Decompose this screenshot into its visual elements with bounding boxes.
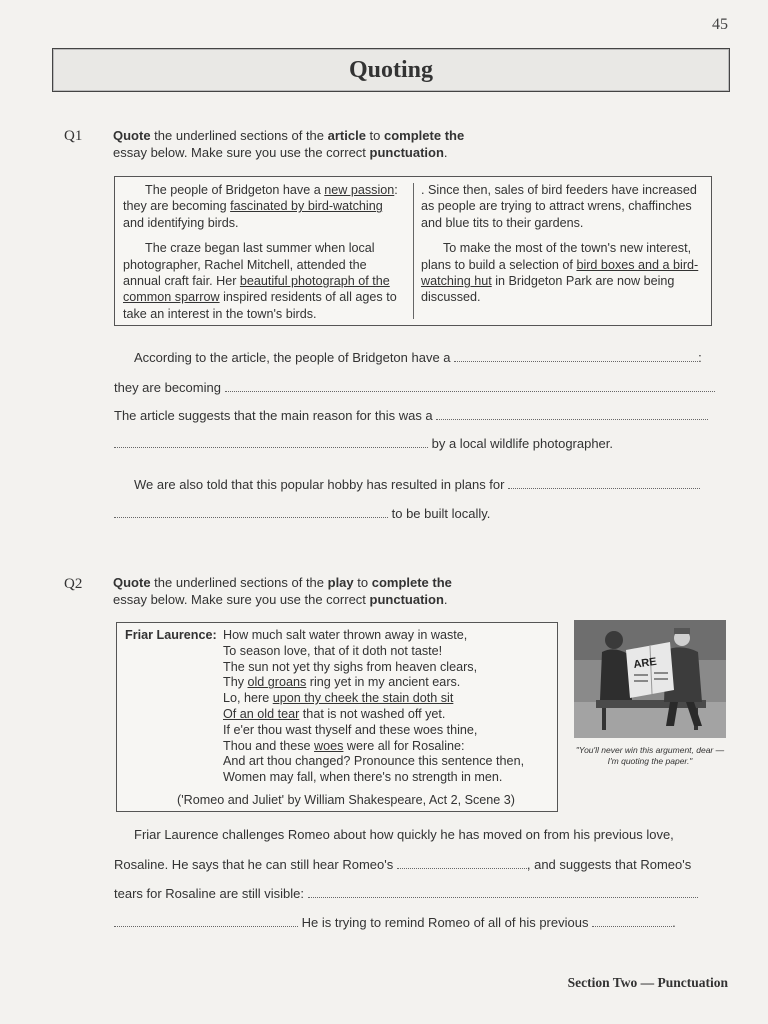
play-verse	[223, 628, 524, 786]
answer-blank[interactable]	[308, 885, 698, 898]
article-paragraph: . Since then, sales of bird feeders have increased as people are trying to attract wrens, chaffinches and blue tits to their gardens.	[421, 183, 697, 230]
underlined-quote: Of an old tear	[223, 706, 300, 721]
underlined-quote: new passion	[324, 183, 395, 197]
answer-blank[interactable]	[225, 379, 715, 392]
q2-essay-line-2: Rosaline. He says that he can still hear Romeo's , and suggests that Romeo's	[114, 857, 692, 872]
section-footer: Section Two — Punctuation	[567, 975, 728, 990]
q2-essay-line-4: He is trying to remind Romeo of all of his previous .	[114, 914, 676, 930]
verse-line: Thou and these woes were all for Rosaline:	[223, 738, 465, 753]
verse-line: If e'er thou wast thyself and these woes thine,	[223, 722, 478, 737]
photo-illustration	[574, 620, 726, 738]
newspaper-headline: ARE	[632, 655, 658, 671]
answer-blank[interactable]	[454, 349, 698, 362]
answer-blank[interactable]	[397, 856, 527, 869]
verse-line: Lo, here upon thy cheek the stain doth sit	[223, 691, 454, 706]
answer-blank[interactable]	[436, 407, 708, 420]
answer-blank[interactable]	[114, 914, 298, 927]
article-paragraph: The craze began last summer when local photographer, Rachel Mitchell, attended the annual craft fair. Her beautiful photograph of the common sparrow inspired residents of all ages to take an interest in the town's birds.	[123, 241, 397, 321]
verse-line: To season love, that of it doth not taste!	[223, 643, 443, 658]
page-number: 45	[712, 16, 728, 33]
question-number-q2: Q2	[64, 576, 83, 592]
q1-essay-line-4: by a local wildlife photographer.	[114, 435, 613, 451]
question-number-q1: Q1	[64, 128, 83, 144]
underlined-quote: old groans	[247, 675, 307, 690]
verse-line: Of an old tear that is not washed off yet.	[223, 706, 446, 721]
article-paragraph: To make the most of the town's new interest, plans to build a selection of bird boxes and a bird-watching hut in Bridgeton Park are now being discussed.	[421, 241, 699, 305]
speaker-name: Friar Laurence:	[125, 628, 217, 642]
q1-essay-line-6: to be built locally.	[114, 505, 490, 521]
underlined-quote: bird boxes and a bird-watching hut	[421, 257, 699, 289]
verse-line: Thy old groans ring yet in my ancient ears.	[223, 675, 461, 690]
answer-blank[interactable]	[508, 476, 700, 489]
underlined-quote: beautiful photograph of the common sparrow	[123, 274, 390, 305]
newspaper-couple-photo	[574, 620, 726, 738]
answer-blank[interactable]	[114, 435, 428, 448]
play-source-citation: ('Romeo and Juliet' by William Shakespeare, Act 2, Scene 3)	[177, 793, 516, 807]
q1-essay-line-1: According to the article, the people of Bridgeton have a :	[134, 350, 702, 365]
q2-essay-line-1: Friar Laurence challenges Romeo about how quickly he has moved on from his previous love,	[134, 827, 674, 842]
q1-essay-line-5: We are also told that this popular hobby has resulted in plans for	[134, 476, 700, 492]
underlined-quote: woes	[314, 738, 344, 753]
article-column-right	[421, 182, 703, 315]
verse-line: And art thou changed? Pronounce this sentence then,	[223, 754, 525, 769]
verse-line: How much salt water thrown away in waste,	[223, 628, 468, 642]
underlined-quote: fascinated by bird-watching	[230, 199, 383, 214]
q1-instruction: Quote the underlined sections of the article to complete the essay below. Make sure you use the correct punctuation.	[113, 128, 465, 160]
answer-blank[interactable]	[592, 914, 672, 927]
verse-line: Women may fall, when there's no strength in men.	[223, 770, 503, 785]
q1-essay-line-2: they are becoming	[114, 379, 715, 395]
article-paragraph: The people of Bridgeton have a new passion: they are becoming fascinated by bird-watching and identifying birds.	[123, 183, 398, 230]
q2-essay-line-3: tears for Rosaline are still visible:	[114, 885, 698, 901]
q2-instruction: Quote the underlined sections of the play to complete the essay below. Make sure you use the correct punctuation.	[113, 575, 452, 607]
answer-blank[interactable]	[114, 505, 388, 518]
q1-article-passage	[114, 176, 712, 326]
q1-essay-line-3: The article suggests that the main reason for this was a	[114, 407, 708, 423]
photo-caption: "You'll never win this argument, dear — I'm quoting the paper."	[575, 745, 725, 766]
page-title: Quoting	[348, 56, 434, 83]
title-banner	[52, 48, 730, 92]
verse-line: The sun not yet thy sighs from heaven clears,	[223, 659, 478, 674]
q2-play-extract	[116, 622, 558, 812]
article-column-left	[123, 182, 407, 331]
underlined-quote: upon thy cheek the stain doth sit	[272, 691, 454, 706]
column-divider	[413, 183, 414, 319]
